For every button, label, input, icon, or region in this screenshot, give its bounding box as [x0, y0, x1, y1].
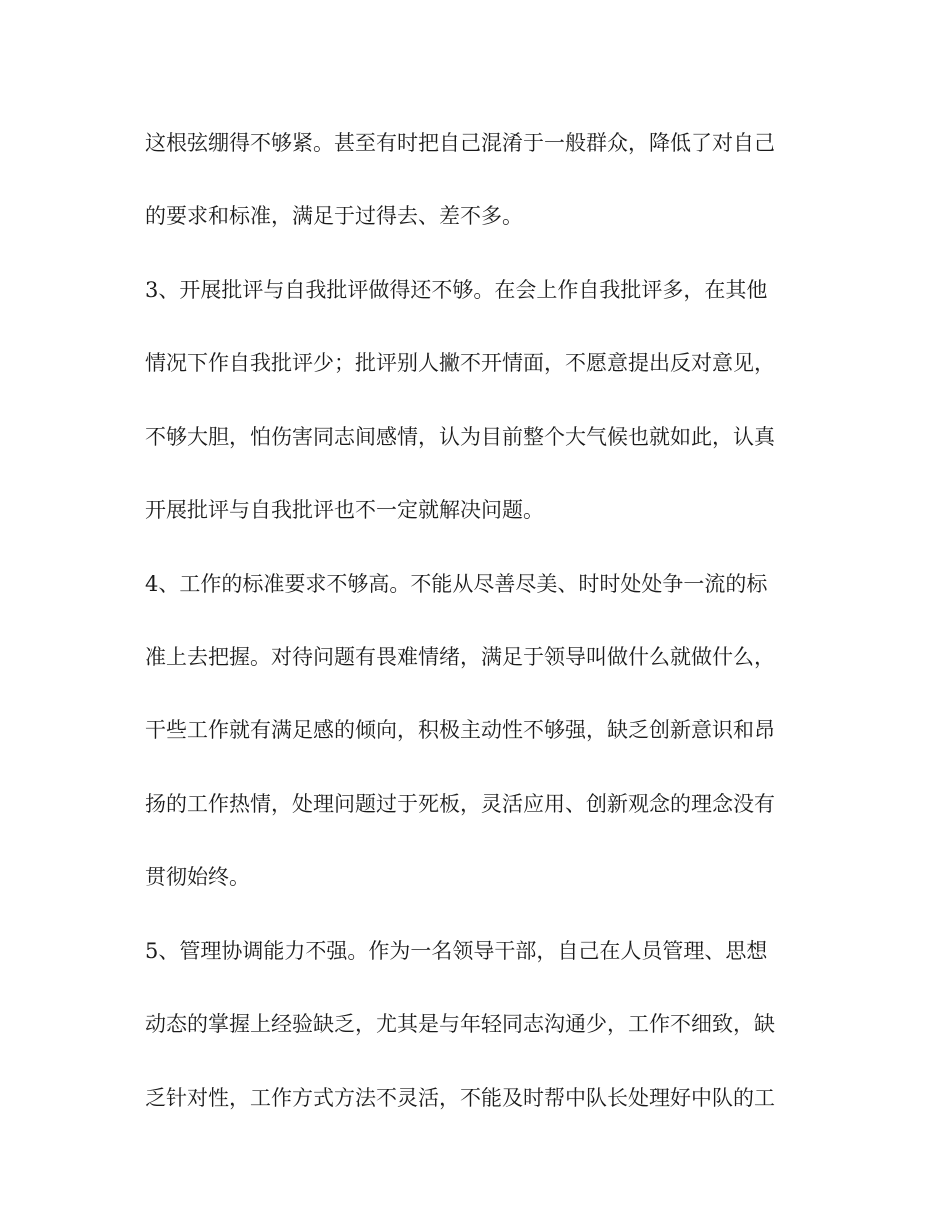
text-line: 情况下作自我批评少；批评别人撇不开情面，不愿意提出反对意见， [145, 351, 775, 375]
text-line: 贯彻始终。 [145, 865, 250, 889]
text-line: 这根弦绷得不够紧。甚至有时把自己混淆于一般群众，降低了对自己 [145, 131, 775, 155]
text-line: 扬的工作热情，处理问题过于死板，灵活应用、创新观念的理念没有 [145, 792, 775, 816]
text-line: 开展批评与自我批评也不一定就解决问题。 [145, 498, 544, 522]
text-line: 干些工作就有满足感的倾向，积极主动性不够强，缺乏创新意识和昂 [145, 718, 775, 742]
text-line: 5、管理协调能力不强。作为一名领导干部，自己在人员管理、思想 [145, 939, 768, 963]
text-line: 乏针对性，工作方式方法不灵活，不能及时帮中队长处理好中队的工 [145, 1086, 775, 1110]
text-line: 动态的掌握上经验缺乏，尤其是与年轻同志沟通少，工作不细致，缺 [145, 1012, 775, 1036]
text-line: 4、工作的标准要求不够高。不能从尽善尽美、时时处处争一流的标 [145, 572, 768, 596]
text-line: 准上去把握。对待问题有畏难情绪，满足于领导叫做什么就做什么， [145, 645, 775, 669]
text-line: 的要求和标准，满足于过得去、差不多。 [145, 204, 523, 228]
text-line: 不够大胆，怕伤害同志间感情，认为目前整个大气候也就如此，认真 [145, 425, 775, 449]
text-line: 3、开展批评与自我批评做得还不够。在会上作自我批评多，在其他 [145, 278, 768, 302]
